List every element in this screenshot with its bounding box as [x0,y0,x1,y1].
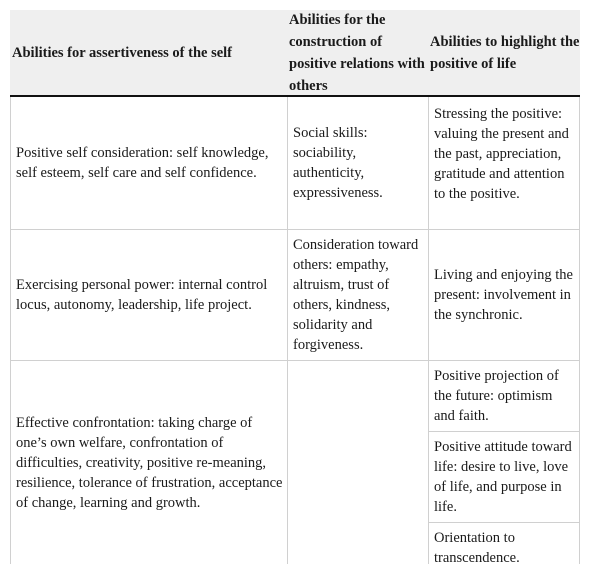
header-assertiveness [10,10,288,95]
cell-text: Social skills: sociability, authenticity, expressiveness. [293,125,383,201]
table-cell-consideration-others [287,230,428,360]
subrow-divider-2 [428,522,580,523]
header-assertiveness-label: Abilities for assertiveness of the self [12,44,233,61]
header-relations-label: Abilities for the construction of positive relations with others [289,11,425,94]
table-cell-social-skills [287,97,428,229]
cell-text: Orientation to transcendence. [434,530,520,564]
abilities-table [10,10,580,564]
cell-text: Positive self consideration: self knowledge, self esteem, self care and self confidence. [16,145,269,181]
cell-text: Living and enjoying the present: involvement in the synchronic. [434,267,573,323]
table-cell-positive-attitude [428,432,580,522]
table-header [10,10,580,97]
table-cell-transcendence [428,528,580,564]
cell-text: Stressing the positive: valuing the present and the past, appreciation, gratitude and attention to the positive. [434,106,569,202]
cell-text: Consideration toward others: empathy, altruism, trust of others, kindness, solidarity and forgiveness. [293,237,419,353]
table-cell-living-present [428,230,580,360]
header-positive-life-label: Abilities to highlight the positive of life [430,33,580,72]
table-cell-personal-power [10,230,287,360]
table-cell-effective-confrontation [10,361,287,564]
table-cell-stressing-positive [428,104,580,229]
header-relations [288,10,428,95]
table-cell-positive-projection [428,361,580,431]
cell-text: Exercising personal power: internal control locus, autonomy, leadership, life project. [16,277,268,313]
cell-text: Positive projection of the future: optimism and faith. [434,368,559,424]
table-cell-self-consideration [10,97,287,229]
cell-text: Effective confrontation: taking charge of one’s own welfare, confrontation of difficulties, creativity, positive re-meaning, resilience, tolerance of frustration, acceptance of change, learning and growth. [16,414,283,511]
cell-text: Positive attitude toward life: desire to live, love of life, and purpose in life. [434,439,572,515]
header-positive-life [428,10,580,95]
